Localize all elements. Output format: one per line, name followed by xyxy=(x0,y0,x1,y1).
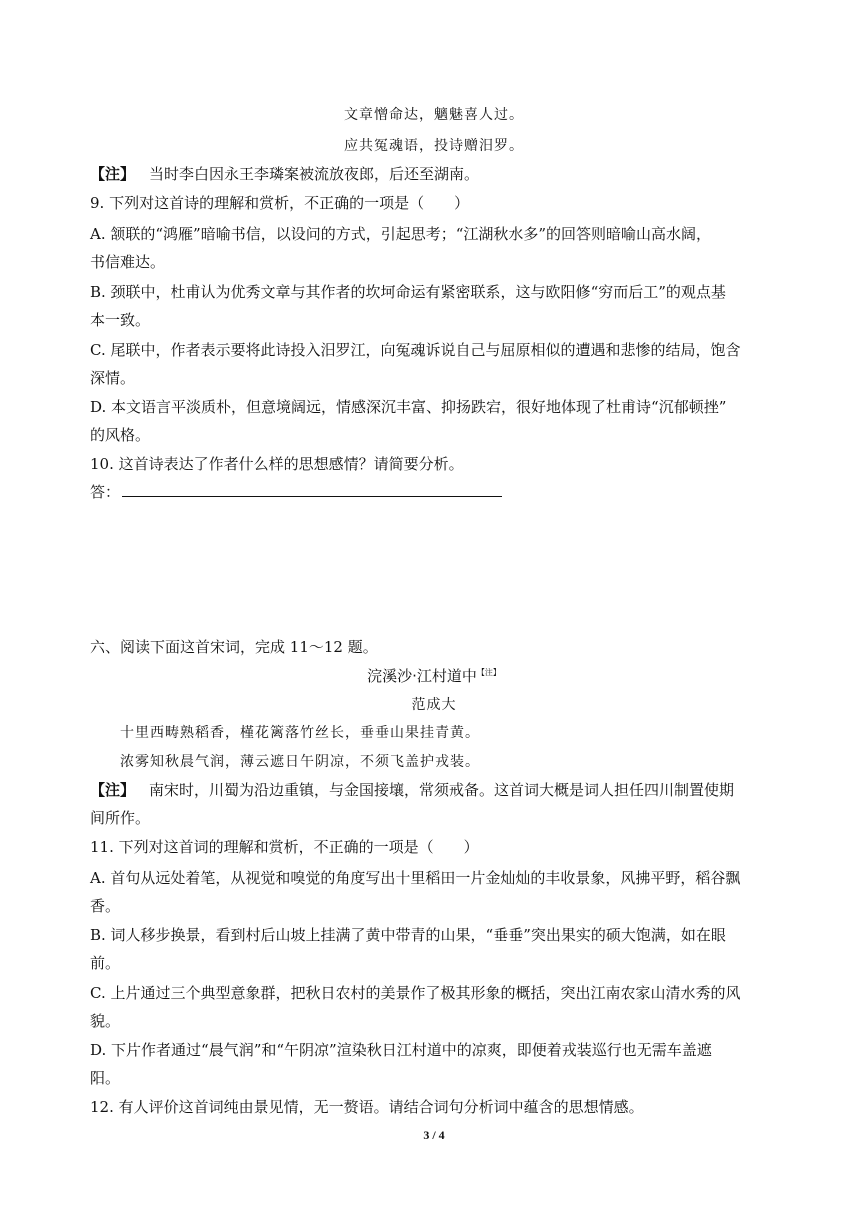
note-text: 当时李白因永王李璘案被流放夜郎，后还至湖南。 xyxy=(149,165,480,183)
question-9-option-c-cont: 深情。 xyxy=(90,369,136,387)
page-number: 3 / 4 xyxy=(423,1128,445,1142)
ci-line-1: 十里西畴熟稻香，槿花篱落竹丝长，垂垂山果挂青黄。 xyxy=(120,725,480,741)
poem-line-4: 应共冤魂语，投诗赠汨罗。 xyxy=(344,138,524,154)
answer-line[interactable] xyxy=(122,496,502,497)
answer-label: 答： xyxy=(90,483,121,501)
poem-author: 范成大 xyxy=(411,697,457,713)
question-9-option-a-cont: 书信难达。 xyxy=(90,253,166,271)
note-label: 【注】 xyxy=(90,781,136,799)
question-10-stem: 10. 这首诗表达了作者什么样的思想感情？请简要分析。 xyxy=(90,455,464,473)
question-9-option-d-cont: 的风格。 xyxy=(90,426,151,444)
question-11-option-b-cont: 前。 xyxy=(90,954,121,972)
question-9-stem: 9. 下列对这首诗的理解和赏析，不正确的一项是（ ） xyxy=(90,194,470,212)
section-6-heading: 六、阅读下面这首宋词，完成 11～12 题。 xyxy=(90,638,378,656)
question-11-stem: 11. 下列对这首词的理解和赏析，不正确的一项是（ ） xyxy=(90,838,479,856)
note-text: 南宋时，川蜀为沿边重镇，与金国接壤，常须戒备。这首词大概是词人担任四川制置使期 xyxy=(149,781,735,799)
poem-title xyxy=(0,666,868,686)
question-11-option-d-cont: 阳。 xyxy=(90,1069,121,1087)
question-11-option-a: A. 首句从远处着笔，从视觉和嗅觉的角度写出十里稻田一片金灿灿的丰收景象，风拂平野，稻谷飘 xyxy=(90,869,741,887)
poem-line-3: 文章憎命达，魑魅喜人过。 xyxy=(344,107,524,123)
question-12-stem: 12. 有人评价这首词纯由景见情，无一赘语。请结合词句分析词中蕴含的思想情感。 xyxy=(90,1098,644,1116)
question-9-option-b-cont: 本一致。 xyxy=(90,311,151,329)
poem-title-text: 浣溪沙·江村道中 xyxy=(367,667,477,685)
note-2 xyxy=(90,780,734,800)
question-11-option-c: C. 上片通过三个典型意象群，把秋日农村的美景作了极其形象的概括，突出江南农家山清水秀的风 xyxy=(90,984,741,1002)
title-note-mark: 【注】 xyxy=(476,668,501,677)
question-11-option-c-cont: 貌。 xyxy=(90,1012,121,1030)
question-11-option-a-cont: 香。 xyxy=(90,897,121,915)
question-9-option-c: C. 尾联中，作者表示要将此诗投入汨罗江，向冤魂诉说自己与屈原相似的遭遇和悲惨的结局，饱含 xyxy=(90,341,741,359)
ci-line-2: 浓雾知秋晨气润，薄云遮日午阴凉，不须飞盖护戎装。 xyxy=(120,754,480,770)
question-11-option-b: B. 词人移步换景，看到村后山坡上挂满了黄中带青的山果，“垂垂”突出果实的硕大饱满，如在眼 xyxy=(90,926,726,944)
note-1 xyxy=(90,164,479,184)
question-11-option-d: D. 下片作者通过“晨气润”和“午阴凉”渲染秋日江村道中的凉爽，即便着戎装巡行也无需车盖遮 xyxy=(90,1041,712,1059)
question-9-option-b: B. 颈联中，杜甫认为优秀文章与其作者的坎坷命运有紧密联系，这与欧阳修“穷而后工”的观点基 xyxy=(90,283,726,301)
question-9-option-d: D. 本文语言平淡质朴，但意境阔远，情感深沉丰富、抑扬跌宕，很好地体现了杜甫诗“沉郁顿挫” xyxy=(90,398,727,416)
note-label: 【注】 xyxy=(90,165,136,183)
note-2-cont: 间所作。 xyxy=(90,809,151,827)
question-9-option-a: A. 颔联的“鸿雁”暗喻书信，以设问的方式，引起思考；“江湖秋水多”的回答则暗喻山高水阔， xyxy=(90,225,712,243)
